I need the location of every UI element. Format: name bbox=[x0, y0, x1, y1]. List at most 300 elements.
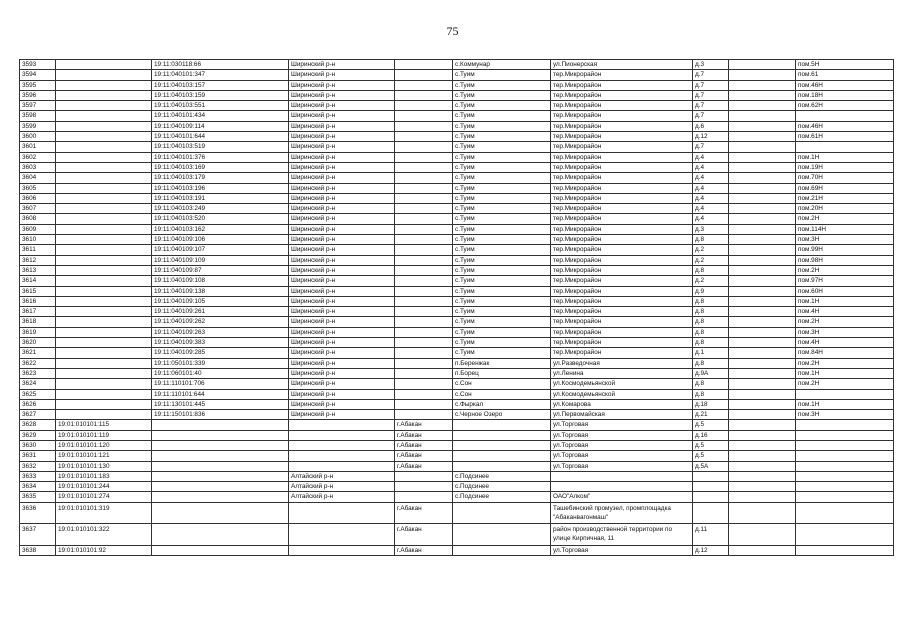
cell-cad_b: 19:11:040109:87 bbox=[152, 265, 289, 275]
table-row bbox=[20, 111, 894, 121]
cell-district: Ширинский р-н bbox=[289, 162, 395, 172]
cell-id: 3608 bbox=[20, 214, 56, 224]
register-table bbox=[19, 59, 894, 556]
table-row bbox=[20, 142, 894, 152]
cell-cad_a bbox=[56, 132, 152, 142]
table-row bbox=[20, 492, 894, 502]
cell-cad_b bbox=[152, 430, 289, 440]
cell-premises: пом.2Н bbox=[796, 265, 894, 275]
cell-id: 3595 bbox=[20, 80, 56, 90]
cell-id: 3626 bbox=[20, 399, 56, 409]
cell-street: тер.Микрорайон bbox=[551, 286, 693, 296]
cell-extra bbox=[729, 317, 796, 327]
cell-cad_b: 19:11:040109:261 bbox=[152, 307, 289, 317]
table-row bbox=[20, 545, 894, 555]
cell-house: д.4 bbox=[693, 183, 729, 193]
cell-locality bbox=[453, 545, 551, 555]
cell-cad_b: 19:11:040101:347 bbox=[152, 70, 289, 80]
table-row bbox=[20, 317, 894, 327]
cell-house: д.4 bbox=[693, 173, 729, 183]
cell-cad_a: 19:01:010101:274 bbox=[56, 492, 152, 502]
cell-city: г.Абакан bbox=[395, 461, 453, 471]
cell-id: 3627 bbox=[20, 410, 56, 420]
cell-house: д.8 bbox=[693, 358, 729, 368]
cell-cad_a bbox=[56, 142, 152, 152]
cell-cad_b: 19:11:040103:179 bbox=[152, 173, 289, 183]
cell-street: ул.Торговая bbox=[551, 440, 693, 450]
cell-cad_a bbox=[56, 60, 152, 70]
cell-city bbox=[395, 338, 453, 348]
cell-locality: с.Туим bbox=[453, 70, 551, 80]
cell-id: 3607 bbox=[20, 204, 56, 214]
cell-district: Ширинский р-н bbox=[289, 142, 395, 152]
cell-id: 3596 bbox=[20, 90, 56, 100]
cell-cad_a bbox=[56, 399, 152, 409]
cell-extra bbox=[729, 101, 796, 111]
cell-city bbox=[395, 317, 453, 327]
cell-city bbox=[395, 204, 453, 214]
cell-cad_a bbox=[56, 224, 152, 234]
table-row bbox=[20, 80, 894, 90]
cell-locality: с.Туим bbox=[453, 276, 551, 286]
cell-city bbox=[395, 111, 453, 121]
cell-city bbox=[395, 142, 453, 152]
cell-premises bbox=[796, 502, 894, 523]
cell-premises: пом.5Н bbox=[796, 60, 894, 70]
cell-house: д.2 bbox=[693, 255, 729, 265]
cell-street: тер.Микрорайон bbox=[551, 348, 693, 358]
cell-cad_a bbox=[56, 173, 152, 183]
cell-locality bbox=[453, 430, 551, 440]
cell-district: Ширинский р-н bbox=[289, 111, 395, 121]
cell-locality bbox=[453, 440, 551, 450]
cell-street: ул.Торговая bbox=[551, 545, 693, 555]
cell-cad_a bbox=[56, 255, 152, 265]
cell-street: тер.Микрорайон bbox=[551, 70, 693, 80]
cell-house: д.7 bbox=[693, 70, 729, 80]
cell-cad_a: 19:01:010101:322 bbox=[56, 524, 152, 545]
cell-extra bbox=[729, 430, 796, 440]
cell-city bbox=[395, 286, 453, 296]
cell-premises: пом.61Н bbox=[796, 132, 894, 142]
cell-district: Алтайский р-н bbox=[289, 482, 395, 492]
cell-city bbox=[395, 296, 453, 306]
cell-extra bbox=[729, 524, 796, 545]
cell-city: г.Абакан bbox=[395, 420, 453, 430]
cell-district: Ширинский р-н bbox=[289, 286, 395, 296]
cell-premises: пом.3Н bbox=[796, 410, 894, 420]
cell-id: 3637 bbox=[20, 524, 56, 545]
cell-street: тер.Микрорайон bbox=[551, 152, 693, 162]
cell-house: д.5 bbox=[693, 451, 729, 461]
cell-cad_b bbox=[152, 524, 289, 545]
cell-district: Ширинский р-н bbox=[289, 276, 395, 286]
cell-premises bbox=[796, 482, 894, 492]
cell-cad_a bbox=[56, 90, 152, 100]
cell-city bbox=[395, 368, 453, 378]
cell-street: район производственной территории по улице Кирпичная, 11 bbox=[551, 524, 693, 545]
cell-cad_b: 19:11:040101:434 bbox=[152, 111, 289, 121]
table-row bbox=[20, 101, 894, 111]
cell-id: 3611 bbox=[20, 245, 56, 255]
cell-cad_b: 19:11:150101:836 bbox=[152, 410, 289, 420]
cell-city bbox=[395, 80, 453, 90]
cell-street: тер.Микрорайон bbox=[551, 235, 693, 245]
table-row bbox=[20, 204, 894, 214]
cell-extra bbox=[729, 111, 796, 121]
cell-extra bbox=[729, 461, 796, 471]
cell-extra bbox=[729, 482, 796, 492]
cell-locality bbox=[453, 420, 551, 430]
cell-id: 3636 bbox=[20, 502, 56, 523]
cell-premises: пом.62Н bbox=[796, 101, 894, 111]
cell-premises: пом.19Н bbox=[796, 162, 894, 172]
cell-cad_b: 19:11:030118:66 bbox=[152, 60, 289, 70]
cell-street: ул.Ленина bbox=[551, 368, 693, 378]
cell-extra bbox=[729, 368, 796, 378]
cell-cad_a bbox=[56, 286, 152, 296]
cell-locality: с.Туим bbox=[453, 121, 551, 131]
cell-extra bbox=[729, 173, 796, 183]
cell-street: тер.Микрорайон bbox=[551, 193, 693, 203]
table-row bbox=[20, 410, 894, 420]
cell-street: тер.Микрорайон bbox=[551, 121, 693, 131]
table-row bbox=[20, 338, 894, 348]
cell-city bbox=[395, 492, 453, 502]
cell-district: Ширинский р-н bbox=[289, 317, 395, 327]
cell-cad_a bbox=[56, 265, 152, 275]
cell-district: Ширинский р-н bbox=[289, 173, 395, 183]
cell-cad_b bbox=[152, 451, 289, 461]
table-row bbox=[20, 255, 894, 265]
cell-locality: с.Подсинее bbox=[453, 471, 551, 481]
cell-house: д.21 bbox=[693, 410, 729, 420]
cell-cad_a bbox=[56, 317, 152, 327]
cell-house bbox=[693, 502, 729, 523]
cell-premises: пом.99Н bbox=[796, 245, 894, 255]
cell-premises: пом.2Н bbox=[796, 358, 894, 368]
cell-cad_a: 19:01:010101:115 bbox=[56, 420, 152, 430]
cell-premises: пом.60Н bbox=[796, 286, 894, 296]
cell-street: ул.Разведочная bbox=[551, 358, 693, 368]
cell-cad_b bbox=[152, 545, 289, 555]
cell-city: г.Абакан bbox=[395, 545, 453, 555]
cell-city bbox=[395, 389, 453, 399]
cell-locality: с.Туим bbox=[453, 132, 551, 142]
cell-id: 3618 bbox=[20, 317, 56, 327]
cell-city bbox=[395, 70, 453, 80]
cell-extra bbox=[729, 389, 796, 399]
cell-city bbox=[395, 265, 453, 275]
cell-locality: с.Сон bbox=[453, 379, 551, 389]
cell-house: д.4 bbox=[693, 193, 729, 203]
cell-id: 3617 bbox=[20, 307, 56, 317]
cell-cad_a: 19:01:010101:121 bbox=[56, 451, 152, 461]
cell-district: Ширинский р-н bbox=[289, 183, 395, 193]
cell-cad_b: 19:11:050101:339 bbox=[152, 358, 289, 368]
cell-street: тер.Микрорайон bbox=[551, 265, 693, 275]
cell-locality: с.Туим bbox=[453, 245, 551, 255]
cell-street: тер.Микрорайон bbox=[551, 204, 693, 214]
cell-cad_a bbox=[56, 70, 152, 80]
table-body bbox=[20, 60, 894, 556]
cell-house: д.4 bbox=[693, 214, 729, 224]
table-row bbox=[20, 471, 894, 481]
table-row bbox=[20, 451, 894, 461]
cell-street: тер.Микрорайон bbox=[551, 162, 693, 172]
cell-premises bbox=[796, 492, 894, 502]
cell-extra bbox=[729, 471, 796, 481]
cell-premises: пом.98Н bbox=[796, 255, 894, 265]
cell-house: д.8 bbox=[693, 296, 729, 306]
cell-cad_b: 19:11:040109:114 bbox=[152, 121, 289, 131]
cell-id: 3597 bbox=[20, 101, 56, 111]
cell-locality: с.Туим bbox=[453, 111, 551, 121]
cell-premises: пом.21Н bbox=[796, 193, 894, 203]
cell-cad_b: 19:11:040109:138 bbox=[152, 286, 289, 296]
cell-premises: пом.4Н bbox=[796, 338, 894, 348]
cell-district: Ширинский р-н bbox=[289, 389, 395, 399]
cell-cad_a bbox=[56, 121, 152, 131]
table-row bbox=[20, 502, 894, 523]
table-row bbox=[20, 524, 894, 545]
cell-street: тер.Микрорайон bbox=[551, 132, 693, 142]
cell-district: Ширинский р-н bbox=[289, 132, 395, 142]
cell-premises: пом.1Н bbox=[796, 152, 894, 162]
cell-extra bbox=[729, 60, 796, 70]
cell-cad_a: 19:01:010101:244 bbox=[56, 482, 152, 492]
cell-id: 3620 bbox=[20, 338, 56, 348]
cell-id: 3616 bbox=[20, 296, 56, 306]
cell-extra bbox=[729, 502, 796, 523]
cell-street: тер.Микрорайон bbox=[551, 183, 693, 193]
cell-id: 3614 bbox=[20, 276, 56, 286]
cell-district: Ширинский р-н bbox=[289, 296, 395, 306]
table-row bbox=[20, 296, 894, 306]
cell-extra bbox=[729, 296, 796, 306]
cell-house bbox=[693, 492, 729, 502]
cell-house: д.5 bbox=[693, 440, 729, 450]
cell-locality: с.Туим bbox=[453, 348, 551, 358]
cell-cad_b: 19:11:040103:551 bbox=[152, 101, 289, 111]
cell-house: д.8 bbox=[693, 307, 729, 317]
cell-city: г.Абакан bbox=[395, 524, 453, 545]
cell-cad_a bbox=[56, 276, 152, 286]
cell-district: Ширинский р-н bbox=[289, 379, 395, 389]
cell-cad_b: 19:11:040109:285 bbox=[152, 348, 289, 358]
table-row bbox=[20, 276, 894, 286]
cell-extra bbox=[729, 420, 796, 430]
cell-cad_b bbox=[152, 492, 289, 502]
cell-district: Ширинский р-н bbox=[289, 399, 395, 409]
cell-cad_b: 19:11:110101:644 bbox=[152, 389, 289, 399]
cell-premises: пом.61 bbox=[796, 70, 894, 80]
cell-locality: с.Черное Озеро bbox=[453, 410, 551, 420]
cell-city bbox=[395, 307, 453, 317]
cell-premises bbox=[796, 451, 894, 461]
cell-district: Ширинский р-н bbox=[289, 338, 395, 348]
cell-cad_b: 19:11:040109:263 bbox=[152, 327, 289, 337]
cell-district: Ширинский р-н bbox=[289, 80, 395, 90]
cell-locality: с.Коммунар bbox=[453, 60, 551, 70]
cell-premises: пом.1Н bbox=[796, 368, 894, 378]
cell-extra bbox=[729, 214, 796, 224]
cell-district bbox=[289, 420, 395, 430]
cell-cad_b bbox=[152, 502, 289, 523]
cell-locality: с.Туим bbox=[453, 162, 551, 172]
cell-cad_a: 19:01:010101:119 bbox=[56, 430, 152, 440]
cell-house: д.18 bbox=[693, 399, 729, 409]
cell-locality: п.Борец bbox=[453, 368, 551, 378]
cell-premises bbox=[796, 420, 894, 430]
table-row bbox=[20, 420, 894, 430]
cell-house: д.3 bbox=[693, 60, 729, 70]
cell-city bbox=[395, 132, 453, 142]
cell-cad_b: 19:11:040103:162 bbox=[152, 224, 289, 234]
cell-city bbox=[395, 193, 453, 203]
cell-locality bbox=[453, 451, 551, 461]
cell-id: 3599 bbox=[20, 121, 56, 131]
table-row bbox=[20, 348, 894, 358]
cell-extra bbox=[729, 193, 796, 203]
cell-house: д.8 bbox=[693, 317, 729, 327]
cell-locality: с.Туим bbox=[453, 90, 551, 100]
table-row bbox=[20, 482, 894, 492]
cell-extra bbox=[729, 338, 796, 348]
cell-house: д.4 bbox=[693, 152, 729, 162]
cell-id: 3615 bbox=[20, 286, 56, 296]
cell-premises bbox=[796, 461, 894, 471]
cell-street bbox=[551, 482, 693, 492]
cell-district: Ширинский р-н bbox=[289, 327, 395, 337]
cell-extra bbox=[729, 121, 796, 131]
cell-locality: с.Подсинее bbox=[453, 492, 551, 502]
cell-street: тер.Микрорайон bbox=[551, 317, 693, 327]
cell-cad_b: 19:11:040109:262 bbox=[152, 317, 289, 327]
cell-city bbox=[395, 471, 453, 481]
cell-street: тер.Микрорайон bbox=[551, 111, 693, 121]
cell-locality: п.Беренжак bbox=[453, 358, 551, 368]
cell-city bbox=[395, 214, 453, 224]
cell-id: 3630 bbox=[20, 440, 56, 450]
cell-city bbox=[395, 276, 453, 286]
cell-id: 3603 bbox=[20, 162, 56, 172]
page-number: 75 bbox=[446, 24, 459, 38]
cell-locality: с.Туим bbox=[453, 255, 551, 265]
table-row bbox=[20, 121, 894, 131]
cell-cad_b: 19:11:040101:376 bbox=[152, 152, 289, 162]
cell-cad_b bbox=[152, 471, 289, 481]
cell-street: ул.Торговая bbox=[551, 451, 693, 461]
cell-house: д.9 bbox=[693, 286, 729, 296]
cell-cad_b: 19:11:040109:383 bbox=[152, 338, 289, 348]
cell-street: тер.Микрорайон bbox=[551, 80, 693, 90]
cell-street bbox=[551, 471, 693, 481]
cell-house: д.1 bbox=[693, 348, 729, 358]
cell-cad_a bbox=[56, 368, 152, 378]
cell-premises: пом.70Н bbox=[796, 173, 894, 183]
table-row bbox=[20, 245, 894, 255]
cell-street: ул.Космодемьянской bbox=[551, 379, 693, 389]
cell-premises bbox=[796, 471, 894, 481]
table-row bbox=[20, 430, 894, 440]
cell-extra bbox=[729, 162, 796, 172]
cell-cad_a bbox=[56, 327, 152, 337]
cell-street: ул.Торговая bbox=[551, 430, 693, 440]
cell-id: 3606 bbox=[20, 193, 56, 203]
cell-district bbox=[289, 502, 395, 523]
cell-district bbox=[289, 524, 395, 545]
cell-cad_b: 19:11:040101:644 bbox=[152, 132, 289, 142]
cell-district: Ширинский р-н bbox=[289, 245, 395, 255]
cell-premises: пом.2Н bbox=[796, 214, 894, 224]
cell-extra bbox=[729, 379, 796, 389]
cell-house: д.16 bbox=[693, 430, 729, 440]
cell-cad_a bbox=[56, 307, 152, 317]
cell-cad_a: 19:01:010101:319 bbox=[56, 502, 152, 523]
table-row bbox=[20, 173, 894, 183]
cell-house: д.7 bbox=[693, 80, 729, 90]
cell-house: д.6 bbox=[693, 121, 729, 131]
cell-premises bbox=[796, 545, 894, 555]
cell-house: д.2 bbox=[693, 245, 729, 255]
cell-city: г.Абакан bbox=[395, 440, 453, 450]
cell-house: д.3 bbox=[693, 224, 729, 234]
cell-id: 3619 bbox=[20, 327, 56, 337]
cell-district: Ширинский р-н bbox=[289, 70, 395, 80]
cell-cad_b: 19:11:040103:169 bbox=[152, 162, 289, 172]
cell-locality: с.Туим bbox=[453, 235, 551, 245]
cell-id: 3604 bbox=[20, 173, 56, 183]
cell-street: ул.Первомайская bbox=[551, 410, 693, 420]
cell-extra bbox=[729, 80, 796, 90]
cell-id: 3623 bbox=[20, 368, 56, 378]
cell-cad_a: 19:01:010101:130 bbox=[56, 461, 152, 471]
cell-locality: с.Туим bbox=[453, 80, 551, 90]
cell-locality: с.Фыркал bbox=[453, 399, 551, 409]
cell-street: ОАО"Алком" bbox=[551, 492, 693, 502]
cell-city bbox=[395, 482, 453, 492]
cell-locality bbox=[453, 461, 551, 471]
cell-city bbox=[395, 327, 453, 337]
cell-locality bbox=[453, 502, 551, 523]
cell-house: д.11 bbox=[693, 524, 729, 545]
cell-house bbox=[693, 482, 729, 492]
cell-premises: пом.114Н bbox=[796, 224, 894, 234]
cell-locality: с.Туим bbox=[453, 183, 551, 193]
cell-district: Ширинский р-н bbox=[289, 235, 395, 245]
cell-extra bbox=[729, 440, 796, 450]
cell-locality: с.Туим bbox=[453, 224, 551, 234]
table-row bbox=[20, 399, 894, 409]
cell-cad_a bbox=[56, 152, 152, 162]
cell-id: 3635 bbox=[20, 492, 56, 502]
cell-district: Ширинский р-н bbox=[289, 90, 395, 100]
cell-city bbox=[395, 255, 453, 265]
cell-district: Ширинский р-н bbox=[289, 255, 395, 265]
cell-cad_b: 19:11:040109:106 bbox=[152, 235, 289, 245]
cell-premises: пом.97Н bbox=[796, 276, 894, 286]
cell-street: тер.Микрорайон bbox=[551, 224, 693, 234]
cell-extra bbox=[729, 492, 796, 502]
cell-house: д.8 bbox=[693, 327, 729, 337]
table-row bbox=[20, 307, 894, 317]
cell-street: тер.Микрорайон bbox=[551, 276, 693, 286]
cell-cad_a bbox=[56, 296, 152, 306]
table-row bbox=[20, 265, 894, 275]
cell-premises bbox=[796, 524, 894, 545]
table-row bbox=[20, 90, 894, 100]
